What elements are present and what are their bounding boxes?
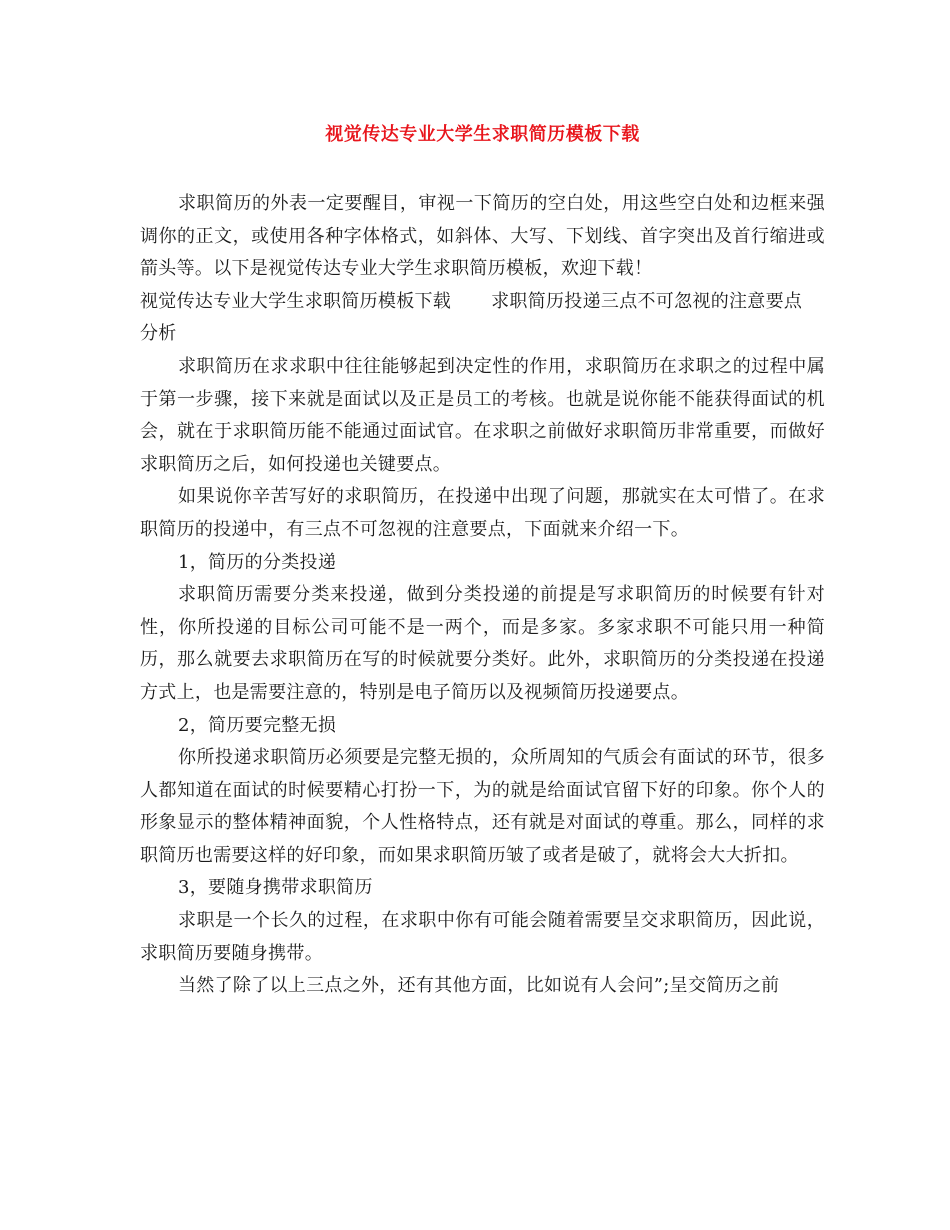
section-heading-3: 3，要随身携带求职简历 [178, 877, 373, 899]
body-paragraph: 求职简历需要分类来投递，做到分类投递的前提是写求职简历的时候要有针对性，你所投递的目标公司可能不是一两个，而是多家。多家求职不可能只用一种简历，那么就要去求职简历在写的时候就要分类好。此外，求职简历的分类投递在投递方式上，也是需要注意的，特别是电子简历以及视频简历投递要点。 [140, 584, 825, 703]
document-body [140, 188, 825, 1003]
intro-paragraph: 求职简历的外表一定要醒目，审视一下简历的空白处，用这些空白处和边框来强调你的正文，或使用各种字体格式，如斜体、大写、下划线、首字突出及首行缩进或箭头等。以下是视觉传达专业大学生求职简历模板，欢迎下载！ [140, 193, 825, 280]
subheading-continuation: 分析 [140, 323, 177, 345]
body-paragraph: 你所投递求职简历必须要是完整无损的，众所周知的气质会有面试的环节，很多人都知道在面试的时候要精心打扮一下，为的就是给面试官留下好的印象。你个人的形象显示的整体精神面貌，个人性格特点，还有就是对面试的尊重。那么，同样的求职简历也需要这样的好印象，而如果求职简历皱了或者是破了，就将会大大折扣。 [140, 747, 825, 866]
body-paragraph: 如果说你辛苦写好的求职简历，在投递中出现了问题，那就实在太可惜了。在求职简历的投递中，有三点不可忽视的注意要点，下面就来介绍一下。 [140, 486, 825, 540]
body-paragraph: 求职是一个长久的过程，在求职中你有可能会随着需要呈交求职简历，因此说，求职简历要随身携带。 [140, 910, 825, 964]
document-title: 视觉传达专业大学生求职简历模板下载 [325, 124, 640, 145]
subheading-right: 求职简历投递三点不可忽视的注意要点 [491, 290, 803, 312]
subheading-left: 视觉传达专业大学生求职简历模板下载 [140, 290, 452, 312]
section-heading-2: 2，简历要完整无损 [178, 714, 337, 736]
body-paragraph: 当然了除了以上三点之外，还有其他方面，比如说有人会问”;呈交简历之前 [178, 975, 780, 997]
section-heading-1: 1，简历的分类投递 [178, 551, 337, 573]
body-paragraph: 求职简历在求求职中往往能够起到决定性的作用，求职简历在求职之的过程中属于第一步骤，接下来就是面试以及正是员工的考核。也就是说你能不能获得面试的机会，就在于求职简历能不能通过面试官。在求职之前做好求职简历非常重要，而做好求职简历之后，如何投递也关键要点。 [140, 355, 825, 475]
subheading-gap [451, 286, 491, 319]
subheading-line [140, 286, 825, 319]
